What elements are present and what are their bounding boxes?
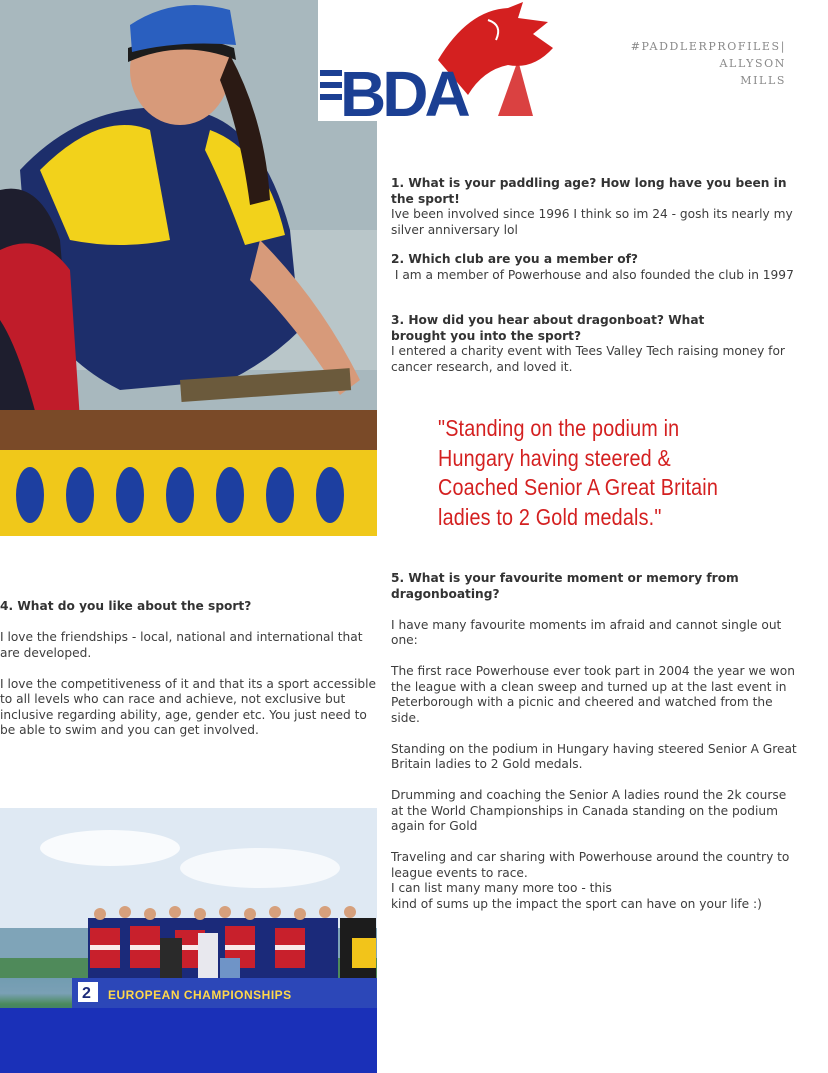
question-1-title: 1. What is your paddling age? How long have you been in the sport! bbox=[391, 176, 787, 206]
question-1-block bbox=[391, 176, 801, 238]
question-5-para-5c: kind of sums up the impact the sport can have on your life :) bbox=[391, 896, 762, 911]
question-5-block bbox=[391, 571, 801, 912]
podium-photo-illustration bbox=[0, 808, 377, 1073]
bda-logo bbox=[318, 0, 558, 121]
question-5-para-1: I have many favourite moments im afraid and cannot single out one: bbox=[391, 617, 782, 647]
question-5-title: 5. What is your favourite moment or memory from dragonboating? bbox=[391, 571, 739, 601]
podium-banner-text: EUROPEAN CHAMPIONSHIPS bbox=[108, 988, 292, 1002]
question-3-block bbox=[391, 313, 801, 375]
question-2-title: 2. Which club are you a member of? bbox=[391, 252, 638, 266]
header-tag-line2: MILLS bbox=[740, 74, 786, 87]
question-4-block bbox=[0, 599, 376, 739]
question-1-answer: Ive been involved since 1996 I think so im 24 - gosh its nearly my silver anniversary lol bbox=[391, 207, 793, 237]
question-2-block bbox=[391, 252, 801, 283]
question-2-answer: I am a member of Powerhouse and also founded the club in 1997 bbox=[391, 267, 794, 282]
header-tag-line1: #PADDLERPROFILES| ALLYSON bbox=[630, 40, 786, 70]
profile-header-tag bbox=[566, 38, 786, 89]
question-4-para-1: I love the friendships - local, national and international that are developed. bbox=[0, 630, 363, 660]
pull-quote: "Standing on the podium in Hungary having steered & Coached Senior A Great Britain ladies to 2 Gold medals." bbox=[438, 415, 719, 530]
podium-photo bbox=[0, 808, 377, 1073]
question-4-para-2: I love the competitiveness of it and that its a sport accessible to all levels who can race and achieve, not exclusive but inclusive regarding ability, age, gender etc. You just need to be able to swim and you can get involved. bbox=[0, 676, 376, 737]
question-5-para-5b: I can list many many more too - this bbox=[391, 881, 612, 895]
question-3-answer: I entered a charity event with Tees Valley Tech raising money for cancer research, and loved it. bbox=[391, 344, 785, 374]
question-4-title: 4. What do you like about the sport? bbox=[0, 599, 252, 613]
podium-place-number: 2 bbox=[82, 985, 91, 1002]
question-5-para-5a: Traveling and car sharing with Powerhouse around the country to league events to race. bbox=[391, 850, 790, 880]
question-5-para-3: Standing on the podium in Hungary having steered Senior A Great Britain ladies to 2 Gold medals. bbox=[391, 741, 797, 771]
question-3-title: 3. How did you hear about dragonboat? What brought you into the sport? bbox=[391, 313, 705, 343]
bda-logo-graphic bbox=[318, 0, 558, 121]
question-5-para-2: The first race Powerhouse ever took part in 2004 the year we won the league with a clean sweep and turned up at the last event in Peterborough with a picnic and cheered and watched from the side. bbox=[391, 664, 795, 725]
bda-logo-text: BDA bbox=[340, 58, 467, 121]
question-5-para-4: Drumming and coaching the Senior A ladies round the 2k course at the World Championships in Canada standing on the podium again for Gold bbox=[391, 788, 787, 833]
